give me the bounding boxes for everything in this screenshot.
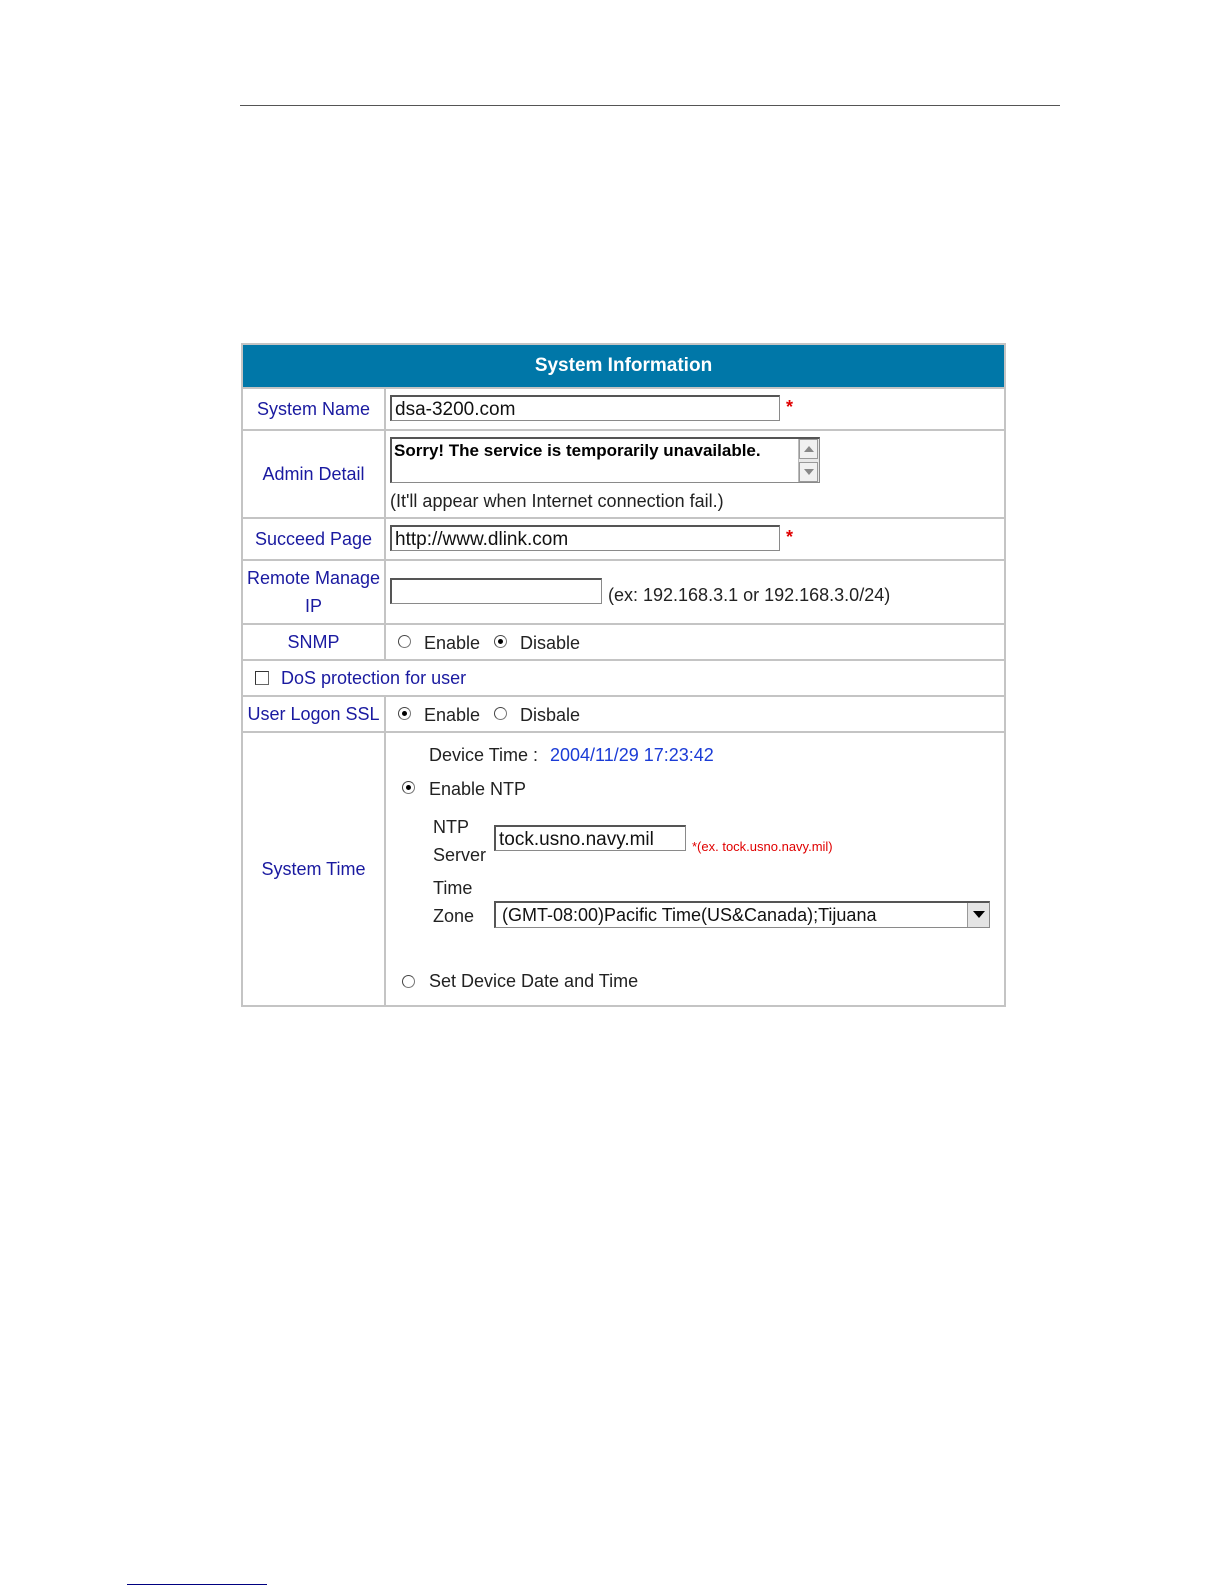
row-system-name [242,388,1005,430]
device-time-label: Device Time : [429,745,539,765]
time-zone-select[interactable] [494,901,990,928]
scroll-down-button[interactable] [799,462,818,482]
ssl-disable-radio[interactable] [494,707,507,720]
snmp-disable-label: Disable [520,633,581,653]
remote-manage-ip-label [242,560,385,624]
ntp-server-label-line2: Server [433,845,487,865]
enable-ntp-label: Enable NTP [429,779,527,799]
ssl-enable-radio[interactable] [398,707,411,720]
user-logon-ssl-label: User Logon SSL [242,696,385,732]
system-name-input[interactable]: dsa-3200.com [390,395,780,421]
snmp-label: SNMP [242,624,385,660]
system-name-label: System Name [242,388,385,430]
row-succeed-page [242,518,1005,560]
time-zone-label-line1: Time [433,878,473,898]
ssl-enable-label: Enable [424,705,481,725]
page-top-rule [240,105,1060,106]
row-snmp [242,624,1005,660]
admin-detail-textarea[interactable] [390,437,820,483]
remote-manage-ip-label-line2: IP [304,596,322,616]
admin-detail-scrollbar[interactable] [798,439,819,482]
system-time-label: System Time [242,732,385,1006]
set-device-time-label: Set Device Date and Time [429,971,639,991]
device-time-value: 2004/11/29 17:23:42 [550,745,714,765]
time-zone-label-line2: Zone [433,906,475,926]
admin-detail-label: Admin Detail [242,430,385,518]
ntp-server-label-line1: NTP [433,817,469,837]
arrow-up-icon [804,446,814,452]
remote-manage-ip-label-line1: Remote Manage [246,568,381,588]
ntp-server-input[interactable]: tock.usno.navy.mil [494,825,686,851]
chevron-down-icon [973,911,985,918]
snmp-disable-radio[interactable] [494,635,507,648]
remote-manage-ip-hint: (ex: 192.168.3.1 or 192.168.3.0/24) [608,585,891,605]
snmp-enable-label: Enable [424,633,481,653]
admin-detail-note: (It'll appear when Internet connection fail.) [390,491,724,511]
set-device-time-radio[interactable] [402,975,415,988]
succeed-page-label: Succeed Page [242,518,385,560]
ssl-disable-label: Disbale [520,705,581,725]
panel-title: System Information [242,344,1005,388]
admin-detail-message: Sorry! The service is temporarily unavailable. [394,441,761,460]
arrow-down-icon [804,469,814,475]
row-dos-protection [242,660,1005,696]
dos-protection-checkbox[interactable] [255,671,269,685]
system-information-panel [241,343,1006,1007]
row-admin-detail [242,430,1005,518]
remote-manage-ip-input[interactable] [390,578,602,604]
time-zone-dropdown-button[interactable] [967,903,989,927]
enable-ntp-radio[interactable] [402,781,415,794]
system-name-required-mark: * [786,397,794,417]
time-zone-selected: (GMT-08:00)Pacific Time(US&Canada);Tijuana [502,905,877,925]
scroll-up-button[interactable] [799,439,818,459]
succeed-page-required-mark: * [786,527,794,547]
dos-protection-label: DoS protection for user [281,668,467,688]
succeed-page-input[interactable]: http://www.dlink.com [390,525,780,551]
row-system-time [242,732,1005,1006]
ntp-server-hint: *(ex. tock.usno.navy.mil) [692,839,833,854]
snmp-enable-radio[interactable] [398,635,411,648]
row-user-logon-ssl [242,696,1005,732]
row-remote-manage-ip [242,560,1005,624]
